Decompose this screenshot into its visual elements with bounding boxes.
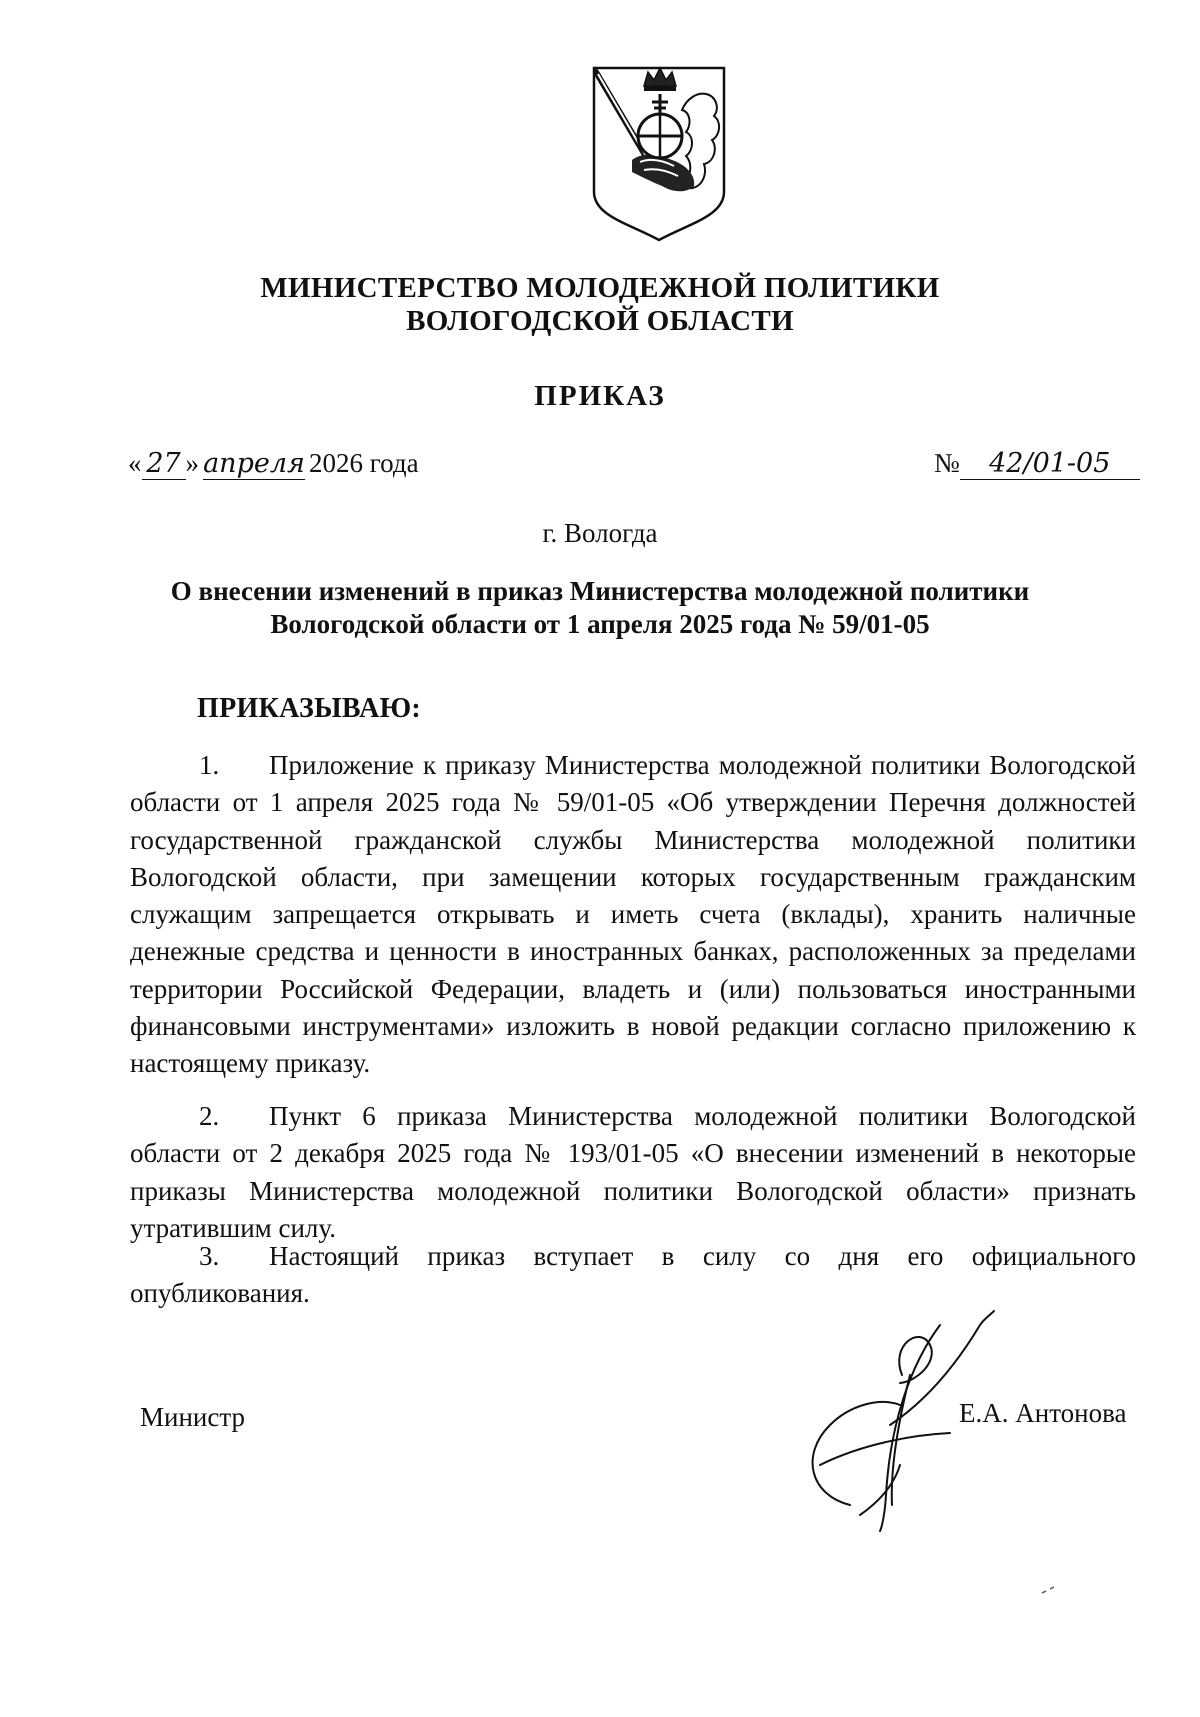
organization-name-line2: ВОЛОГОДСКОЙ ОБЛАСТИ xyxy=(406,305,794,337)
number-value: 42/01-05 xyxy=(960,449,1140,480)
order-item-number: 2. xyxy=(199,1101,220,1131)
signer-position: Министр xyxy=(140,1402,245,1432)
coat-of-arms-icon xyxy=(588,64,730,244)
date-day: 27 xyxy=(142,449,186,480)
document-date xyxy=(128,448,419,480)
order-item xyxy=(130,1238,1136,1313)
organization-name-line1: МИНИСТЕРСТВО МОЛОДЕЖНОЙ ПОЛИТИКИ xyxy=(260,272,940,304)
date-year: 2026 xyxy=(309,448,363,478)
date-open-quote: « xyxy=(128,448,142,478)
document-type: ПРИКАЗ xyxy=(534,380,666,412)
number-label: № xyxy=(934,448,960,478)
order-item-text: Приложение к приказу Министерства молодежной политики Вологодской области от 1 апреля 2025 года № 59/01-05 «Об утверждении Перечня должностей государственной гражданской службы Министерства молодежной политики Вологодской области, при замещении которых государственным гражданским служащим запрещается открывать и иметь счета (вклады), хранить наличные денежные средства и ценности в иностранных банках, расположенных за пределами территории Российской Федерации, владеть и (или) пользоваться иностранными финансовыми инструментами» изложить в новой редакции согласно приложению к настоящему приказу. xyxy=(130,750,1136,1079)
order-item-text: Настоящий приказ вступает в силу со дня его официального опубликования. xyxy=(130,1241,1136,1309)
document-number xyxy=(934,448,1140,480)
signer-name: Е.А. Антонова xyxy=(959,1398,1127,1428)
city: г. Вологда xyxy=(542,518,658,548)
order-item xyxy=(130,747,1136,1083)
document-title-line2: Вологодской области от 1 апреля 2025 года № 59/01-05 xyxy=(270,609,930,639)
scan-mark xyxy=(1040,1585,1060,1595)
date-year-suffix: года xyxy=(369,448,419,478)
date-close-quote: » xyxy=(185,448,199,478)
order-item-text: Пункт 6 приказа Министерства молодежной политики Вологодской области от 2 декабря 2025 года № 193/01-05 «О внесении изменений в некоторые приказы Министерства молодежной политики Вологодской области» признать утратившим силу. xyxy=(130,1101,1136,1243)
document-title-line1: О внесении изменений в приказ Министерства молодежной политики xyxy=(170,576,1030,606)
order-item xyxy=(130,1098,1136,1247)
order-word: ПРИКАЗЫВАЮ: xyxy=(197,693,422,724)
order-item-number: 3. xyxy=(199,1241,220,1271)
date-month: апреля xyxy=(203,448,305,479)
order-item-number: 1. xyxy=(199,750,220,780)
